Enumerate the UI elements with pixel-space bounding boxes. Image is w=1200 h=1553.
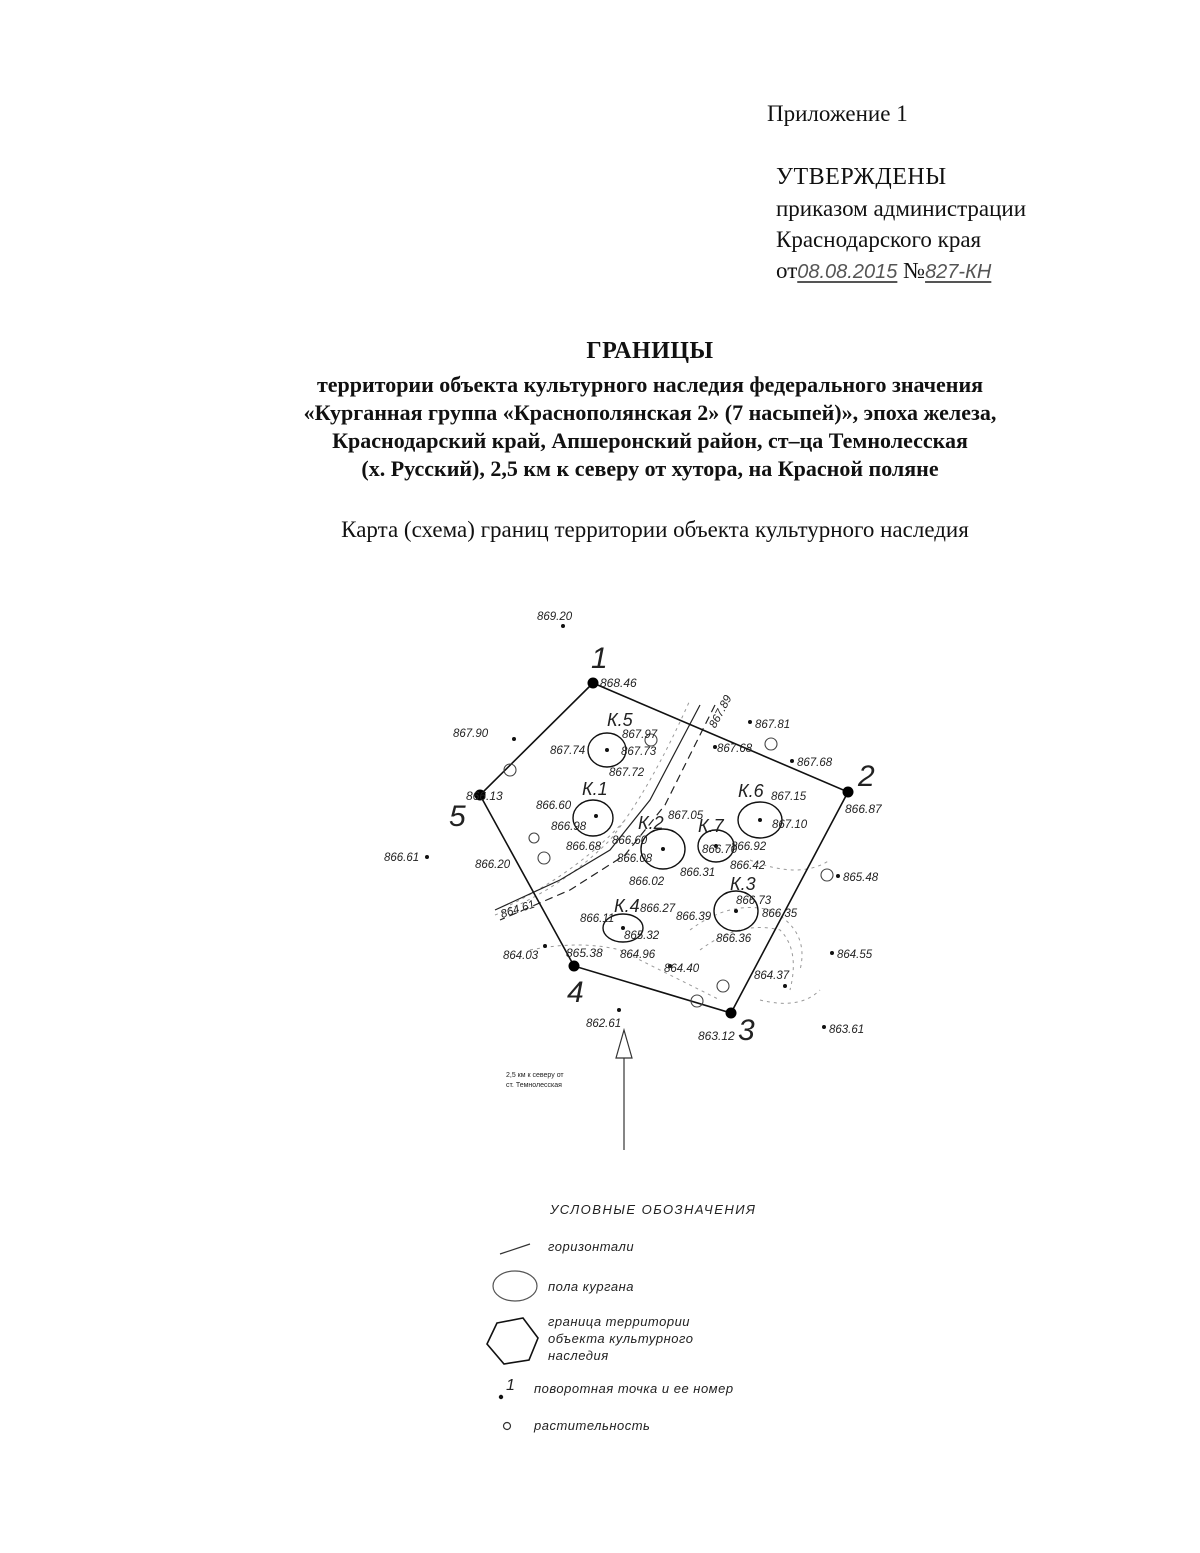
kurgan-2-label: К.2 (638, 813, 664, 833)
legend-boundary-line1: граница территории (548, 1314, 691, 1329)
approved-heading: УТВЕРЖДЕНЫ (776, 164, 947, 190)
turn-point-1-elevation: 868.46 (600, 676, 637, 690)
elevation-label: 864.55 (837, 949, 873, 961)
map-legend (487, 1202, 756, 1433)
legend-title: УСЛОВНЫЕ ОБОЗНАЧЕНИЯ (550, 1202, 757, 1217)
elevation-label: 866.42 (730, 860, 766, 872)
turn-point-4-elevation: 865.38 (566, 946, 603, 960)
kurgan-4-label: К.4 (614, 896, 640, 916)
turn-point-legend-icon (499, 1395, 503, 1399)
elevation-label: 864.61 (499, 898, 537, 921)
turn-point-2-elevation: 866.87 (845, 802, 882, 816)
turn-point-1-number: 1 (591, 642, 608, 675)
kurgan-7-label: К.7 (698, 816, 724, 836)
order-date: 08.08.2015 (797, 261, 898, 283)
arrow-note-line2: ст. Темнолесская (506, 1082, 562, 1089)
elevation-label: 867.15 (771, 791, 807, 803)
elevation-label: 866.11 (580, 913, 615, 925)
elevation-label: 866.02 (629, 876, 665, 888)
elevation-label: 865.48 (843, 872, 879, 884)
turn-point-4 (569, 961, 580, 972)
turn-point-numbers (449, 642, 875, 1047)
kurgan-5-label: К.5 (607, 710, 633, 730)
turn-point-2-number: 2 (858, 760, 875, 793)
elevation-label: 866.61 (384, 852, 420, 864)
elevation-label: 867.73 (621, 746, 657, 758)
elevation-label: 867.97 (622, 729, 658, 741)
elevation-label: 866.70 (702, 844, 738, 856)
turn-point-elevations (466, 676, 883, 1043)
elevation-label: 867.68 (717, 743, 753, 755)
order-number: 827-КН (925, 261, 992, 283)
elevation-label: 867.81 (755, 719, 791, 731)
elevation-label: 866.27 (640, 903, 676, 915)
arrow-note-line1: 2,5 км к северу от (506, 1072, 564, 1079)
turn-point-1 (588, 678, 599, 689)
turn-point-3-number: 3 (738, 1014, 755, 1047)
legend-contours: горизонтали (548, 1239, 635, 1254)
elevation-label: 863.61 (829, 1024, 865, 1036)
elevation-label: 866.31 (680, 867, 716, 879)
contour-legend-icon (500, 1244, 530, 1254)
elevation-label: 867.72 (609, 767, 645, 779)
direction-arrow (506, 1030, 632, 1150)
elevation-label: 869.20 (537, 611, 573, 623)
legend-kurgan-floor: пола кургана (548, 1279, 635, 1294)
legend-turn-point-number: 1 (506, 1377, 515, 1394)
elevation-label: 866.60 (612, 835, 648, 847)
elevation-label: 864.40 (664, 963, 700, 975)
legend-boundary-line2: объекта культурного (548, 1331, 694, 1346)
elevation-label: 866.68 (566, 841, 602, 853)
title-main: ГРАНИЦЫ (586, 338, 714, 364)
legend-boundary-line3: наследия (548, 1348, 609, 1363)
elevation-label: 864.96 (620, 949, 656, 961)
elevation-label: 866.20 (475, 859, 511, 871)
elevation-label: 866.73 (736, 895, 772, 907)
turn-point-3-elevation: 863.12 (698, 1029, 735, 1043)
title-line-2: «Курганная группа «Краснополянская 2» (7 насыпей)», эпоха железа, (303, 400, 997, 425)
legend-vegetation: растительность (534, 1418, 651, 1433)
elevation-label: 866.60 (536, 800, 572, 812)
elevation-label: 866.35 (762, 908, 798, 920)
kurgan-floor-legend-icon (493, 1271, 537, 1301)
turn-point-3 (726, 1008, 737, 1019)
approved-by-line2: Краснодарского края (776, 227, 982, 252)
elevation-label: 864.37 (754, 970, 790, 982)
turn-point-2 (843, 787, 854, 798)
elevation-label: 866.08 (617, 853, 653, 865)
elevation-label: 866.39 (676, 911, 712, 923)
elevation-label: 866.92 (731, 841, 767, 853)
appendix-label: Приложение 1 (767, 101, 908, 126)
elevation-label: 867.89 (707, 693, 735, 731)
turn-point-5-elevation: 866.13 (466, 789, 503, 803)
elevation-label: 867.68 (797, 757, 833, 769)
map-subtitle: Карта (схема) границ территории объекта культурного наследия (341, 517, 969, 542)
title-line-4: (х. Русский), 2,5 км к северу от хутора, на Красной поляне (361, 456, 939, 481)
arrow-up-icon (616, 1030, 632, 1058)
elevation-label: 865.32 (624, 930, 660, 942)
elevation-label: 864.03 (503, 950, 539, 962)
elevation-label: 867.05 (668, 810, 704, 822)
turn-point-4-number: 4 (567, 976, 584, 1009)
title-line-3: Краснодарский край, Апшеронский район, ст–ца Темнолесская (332, 428, 968, 453)
hexagon-boundary-icon (487, 1318, 538, 1364)
title-line-1: территории объекта культурного наследия федерального значения (316, 372, 984, 397)
approved-by-line1: приказом администрации (776, 196, 1027, 221)
kurgan-1-label: К.1 (582, 779, 608, 799)
kurgan-3-label: К.3 (730, 874, 756, 894)
number-prefix: № (903, 258, 926, 283)
elevation-label: 867.74 (550, 745, 586, 757)
elevation-label: 866.98 (551, 821, 587, 833)
date-prefix: от (776, 258, 798, 283)
elevation-label: 862.61 (586, 1018, 622, 1030)
kurgan-6-label: К.6 (738, 781, 764, 801)
elevation-label: 867.10 (772, 819, 808, 831)
elevation-label: 866.36 (716, 933, 752, 945)
elevation-label: 867.90 (453, 728, 489, 740)
turn-point-5-number: 5 (449, 800, 466, 833)
legend-turn-point: поворотная точка и ее номер (534, 1381, 734, 1396)
vegetation-legend-icon (504, 1423, 511, 1430)
